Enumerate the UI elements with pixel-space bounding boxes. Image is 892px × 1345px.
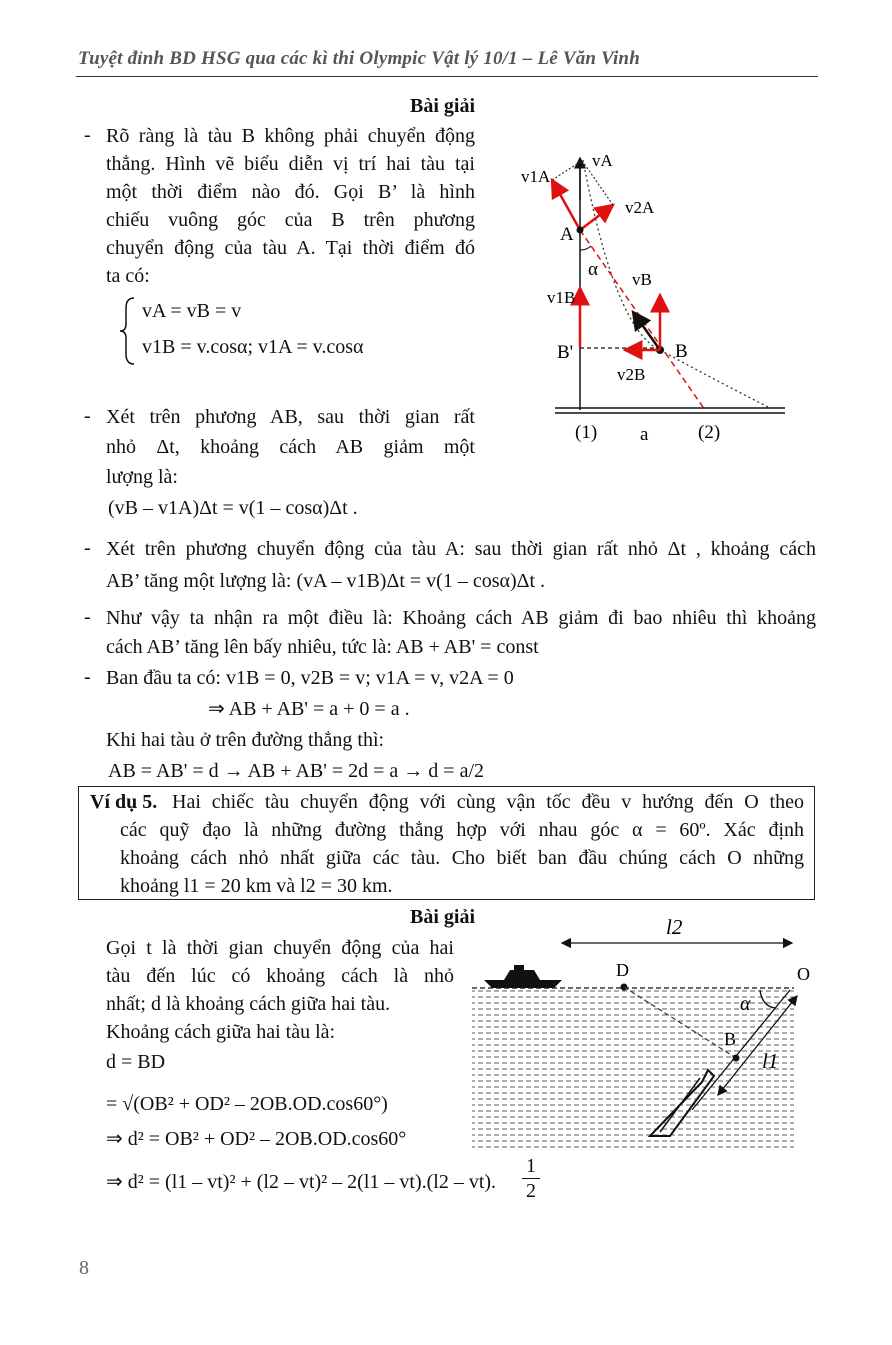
text-line: chuyển động của tàu A. Tại thời điểm đó	[106, 237, 475, 259]
text-line: Rõ ràng là tàu B không phải chuyển động	[106, 125, 475, 147]
label-a-point: A	[560, 224, 574, 245]
example5-line4: khoảng l1 = 20 km và l2 = 30 km.	[120, 875, 393, 897]
fraction-one-half	[522, 1155, 540, 1202]
implies-line: ⇒ AB + AB' = a + 0 = a .	[208, 698, 410, 720]
label-v1a: v1A	[521, 167, 551, 186]
text-line: Xét trên phương AB, sau thời gian rất	[106, 406, 475, 428]
equation-d-squared: ⇒ d² = OB² + OD² – 2OB.OD.cos60°	[106, 1128, 407, 1150]
label-line-2: (2)	[698, 422, 721, 443]
equation-sqrt: = √(OB² + OD² – 2OB.OD.cos60°)	[106, 1093, 388, 1115]
text-line: lượng là:	[106, 466, 178, 488]
page-number: 8	[79, 1257, 89, 1279]
solution2-line3: nhất; d là khoảng cách giữa hai tàu.	[106, 993, 391, 1015]
system-equation-1: vA = vB = v	[142, 300, 242, 322]
bullet-dash: -	[84, 405, 91, 427]
solution1-bullet3-line2: AB’ tăng một lượng là: (vA – v1B)Δt = v(1 – cosα)Δt .	[106, 570, 546, 592]
text-line: ta có:	[106, 265, 150, 287]
system-brace	[118, 296, 138, 366]
solution2-line1: Gọi t là thời gian chuyển động của hai	[106, 937, 454, 959]
bullet-dash: -	[84, 666, 91, 688]
header-rule	[76, 76, 818, 77]
text-line: chiếu vuông góc của B trên phương	[106, 209, 475, 231]
solution1-bullet3-line1: Xét trên phương chuyển động của tàu A: sau thời gian rất nhỏ Δt , khoảng cách	[106, 538, 816, 560]
label-o: O	[797, 964, 810, 984]
figure-two-ships-angle	[470, 910, 820, 1155]
solution2-line2: tàu đến lúc có khoảng cách là nhỏ	[106, 965, 454, 987]
fraction-numerator: 1	[526, 1155, 536, 1177]
equation-ab-decrease: (vB – v1A)Δt = v(1 – cosα)Δt .	[108, 497, 358, 519]
solution1-bullet5: Ban đầu ta có: v1B = 0, v2B = v; v1A = v, v2A = 0	[106, 667, 514, 689]
label-line-1: (1)	[575, 422, 598, 443]
text-line: thẳng. Hình vẽ biểu diễn vị trí hai tàu tại	[106, 153, 475, 175]
solution1-title: Bài giải	[410, 95, 476, 117]
label-v2a: v2A	[625, 198, 655, 217]
label-d: D	[616, 960, 629, 980]
running-header: Tuyệt đỉnh BD HSG qua các kì thi Olympic Vật lý 10/1 – Lê Văn Vinh	[78, 48, 640, 69]
label-l2: l2	[666, 915, 683, 939]
solution1-bullet4-line2: cách AB’ tăng lên bấy nhiêu, tức là: AB + AB' = const	[106, 636, 539, 658]
label-b-point: B	[675, 341, 688, 362]
label-va: vA	[592, 151, 613, 170]
label-b-prime: B'	[557, 342, 574, 363]
fraction-denominator: 2	[526, 1180, 536, 1202]
solution2-title: Bài giải	[410, 906, 476, 928]
label-l1: l1	[762, 1049, 779, 1073]
system-equation-2: v1B = v.cosα; v1A = v.cosα	[142, 336, 364, 358]
example5-label: Ví dụ 5.	[90, 791, 158, 813]
solution1-bullet4-line1: Như vậy ta nhận ra một điều là: Khoảng cách AB giảm đi bao nhiêu thì khoảng	[106, 607, 816, 629]
example5-line2: các quỹ đạo là những đường thẳng hợp với nhau góc α = 60º. Xác định	[120, 819, 804, 841]
ship-b-trajectory	[583, 160, 770, 408]
final-equation: AB = AB' = d → AB + AB' = 2d = a → d = a/2	[108, 760, 485, 782]
label-a-distance: a	[640, 424, 649, 445]
text-line: nhỏ Δt, khoảng cách AB giảm một	[106, 436, 475, 458]
equation-d-squared-expanded: ⇒ d² = (l1 – vt)² + (l2 – vt)² – 2(l1 – vt).(l2 – vt).	[106, 1171, 497, 1193]
label-alpha-2: α	[740, 993, 751, 1015]
figure-two-ships-pursuit	[505, 140, 805, 450]
example5-line1: Hai chiếc tàu chuyển động với cùng vận tốc đều v hướng đến O theo	[172, 791, 804, 813]
example5-line3: khoảng cách nhỏ nhất giữa các tàu. Cho biết ban đầu chúng cách O những	[120, 847, 804, 869]
when-line: Khi hai tàu ở trên đường thẳng thì:	[106, 729, 385, 751]
bullet-dash: -	[84, 124, 91, 146]
equation-d-bd: d = BD	[106, 1051, 166, 1073]
label-v1b: v1B	[547, 288, 576, 307]
text-line: một thời điểm nào đó. Gọi B’ là hình	[106, 181, 475, 203]
label-alpha: α	[588, 259, 598, 280]
bullet-dash: -	[84, 606, 91, 628]
label-v2b: v2B	[617, 365, 646, 384]
label-vb: vB	[632, 270, 652, 289]
bullet-dash: -	[84, 537, 91, 559]
label-b-2: B	[724, 1029, 737, 1049]
solution2-line4: Khoảng cách giữa hai tàu là:	[106, 1021, 336, 1043]
